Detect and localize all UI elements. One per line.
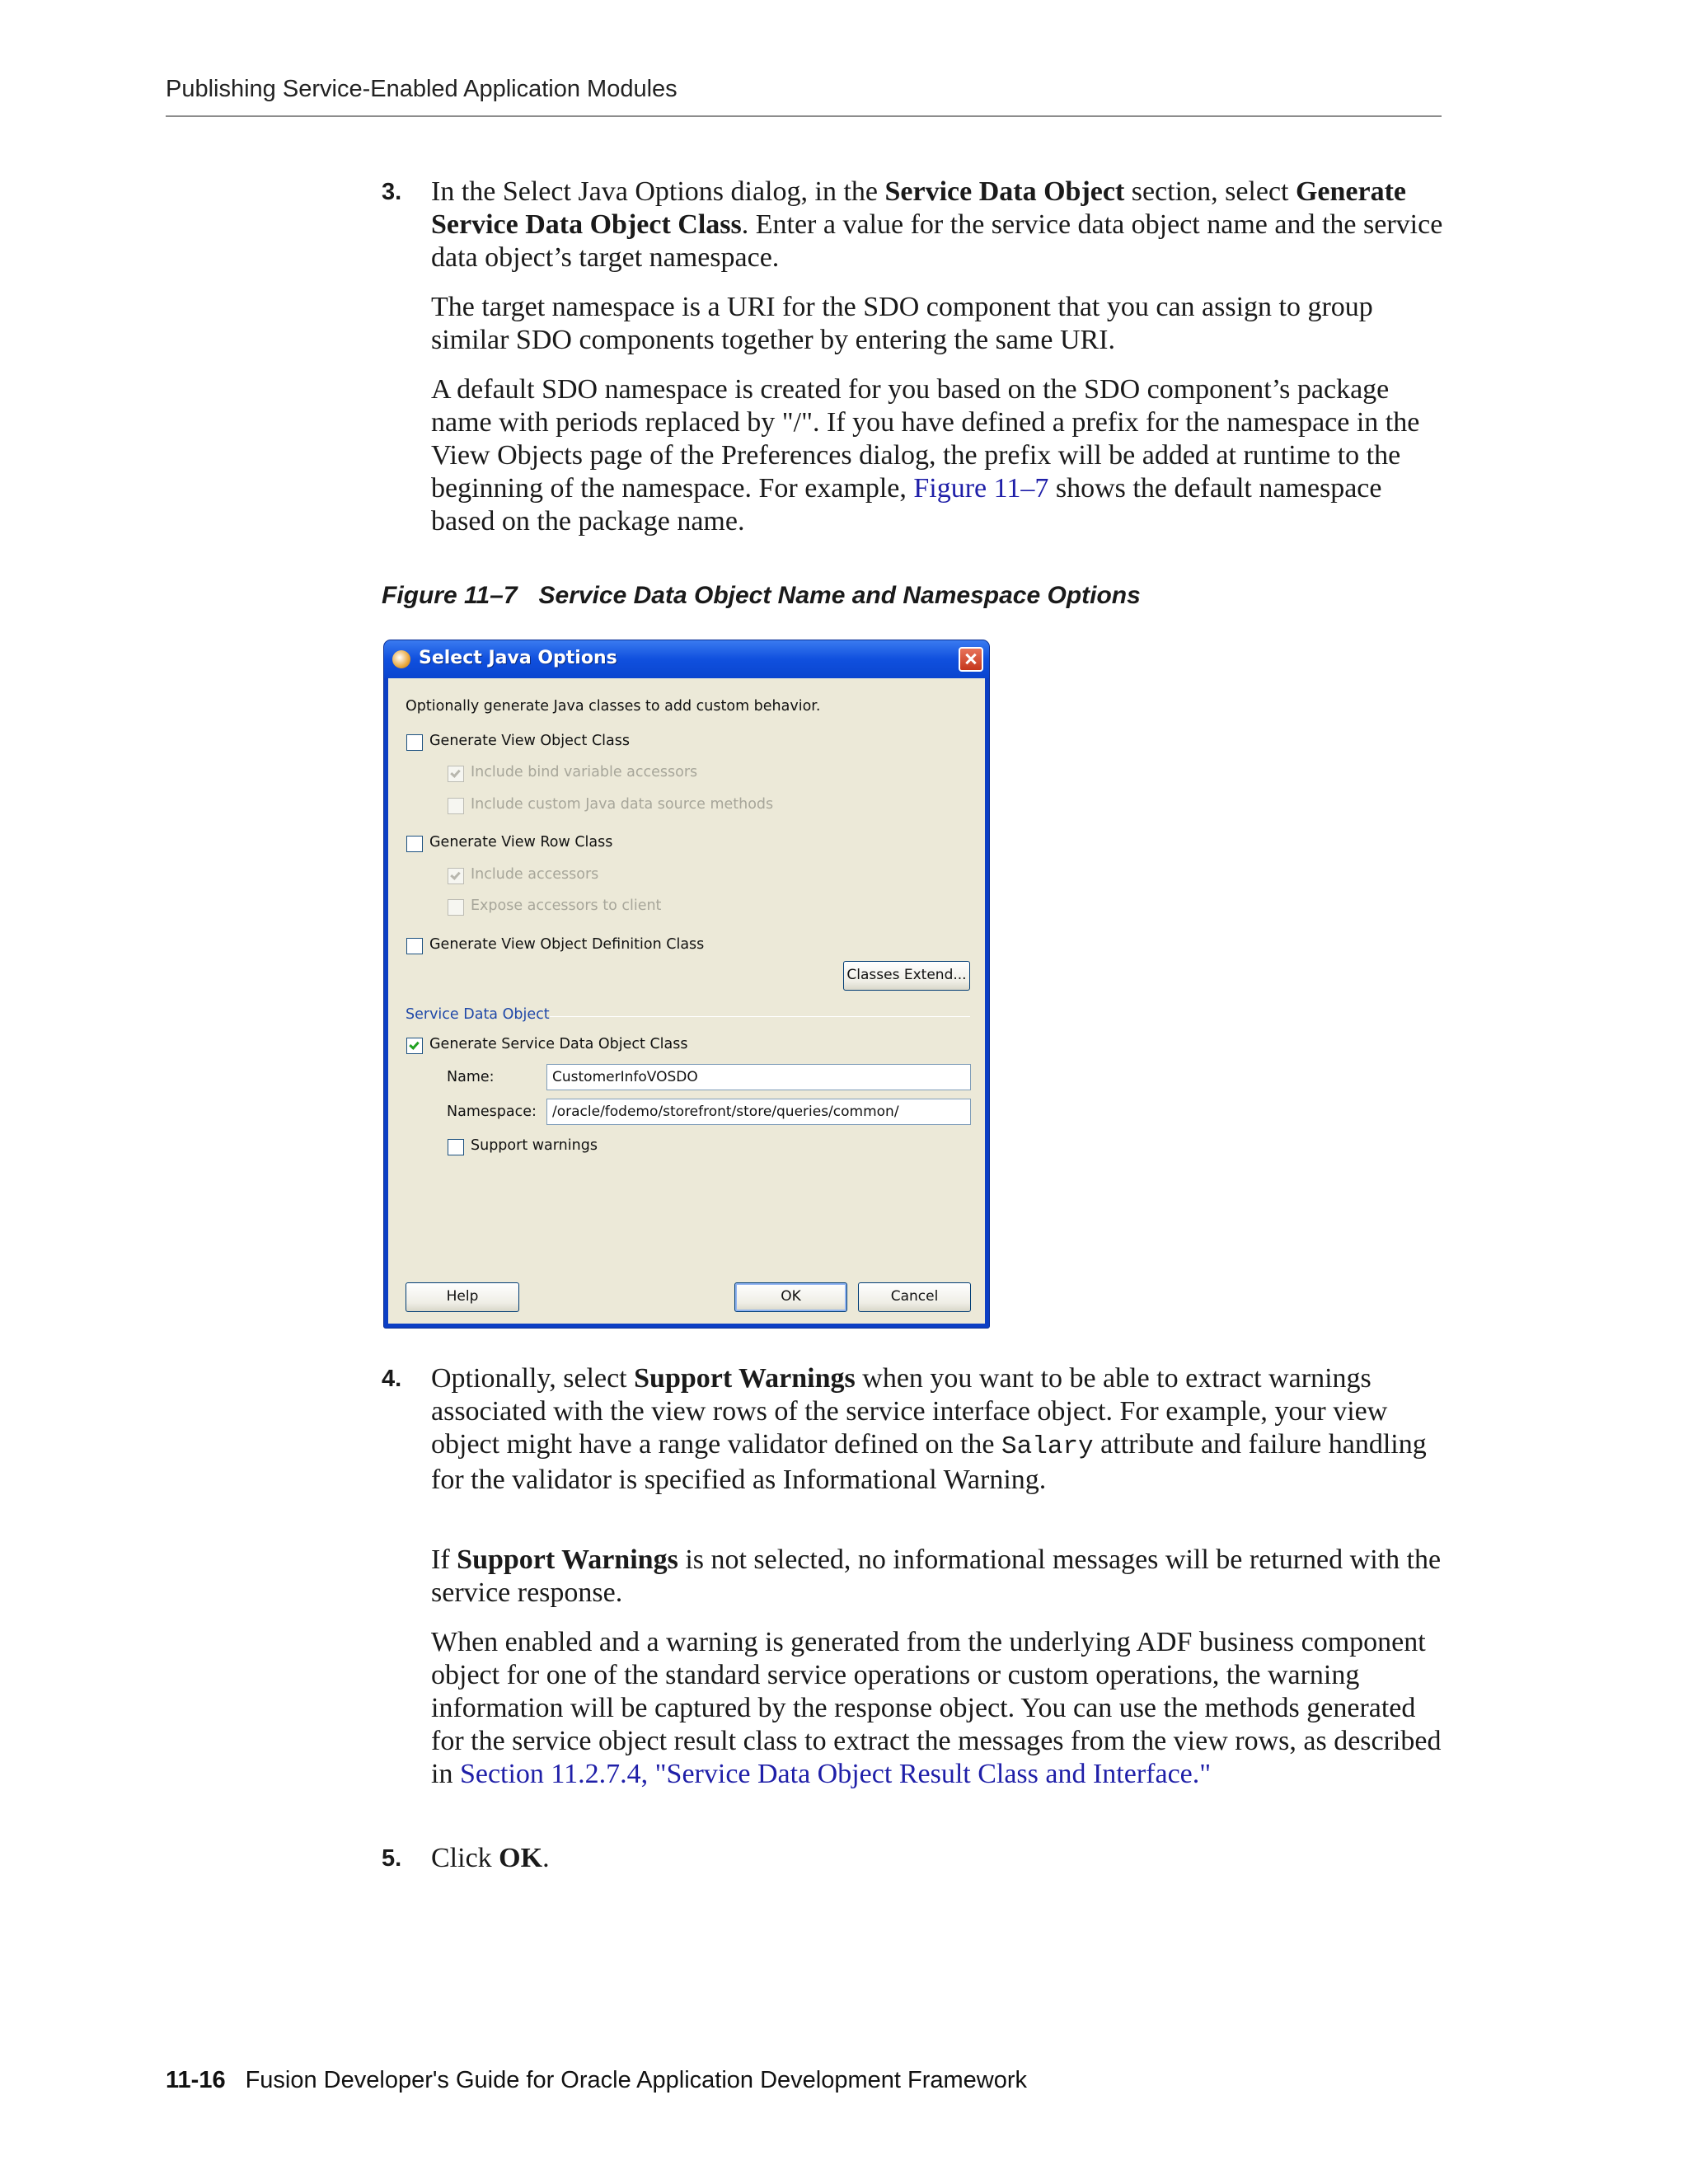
close-icon[interactable] [959, 647, 983, 672]
support-warnings-label: Support warnings [471, 1137, 598, 1154]
step-number: 5. [382, 1845, 402, 1872]
header-rule [166, 115, 1442, 117]
generate-vo-definition-class-label: Generate View Object Definition Class [429, 936, 705, 953]
section-link[interactable]: Section 11.2.7.4, "Service Data Object Result Class and Interface." [459, 1759, 1212, 1789]
figure-caption [382, 582, 1141, 610]
dialog-title: Select Java Options [419, 648, 617, 668]
java-cup-icon [392, 650, 410, 668]
dialog-client-area [388, 678, 985, 1324]
dialog-title-bar[interactable] [384, 640, 989, 678]
generate-sdo-class-checkbox[interactable] [406, 1038, 423, 1054]
ok-button[interactable]: OK [734, 1282, 847, 1312]
select-java-options-dialog [383, 640, 990, 1329]
step-3-paragraph-1: In the Select Java Options dialog, in the Service Data Object section, select Generate Service Data Object Class. Enter a value for the service data object name and the service data object’s target namespace. [431, 176, 1443, 273]
step-number: 3. [382, 179, 402, 205]
step-3-paragraph-2: The target namespace is a URI for the SDO component that you can assign to group similar SDO components together by entering the same URI. [431, 292, 1373, 355]
step-5-paragraph: Click OK. [431, 1843, 550, 1873]
name-label: Name: [447, 1069, 495, 1085]
step-4-paragraph-2: If Support Warnings is not selected, no informational messages will be returned with the service response. [431, 1544, 1442, 1608]
include-custom-java-checkbox[interactable] [448, 798, 464, 814]
check-icon [450, 869, 461, 880]
include-bind-accessors-checkbox[interactable] [448, 766, 464, 782]
expose-accessors-checkbox[interactable] [448, 899, 464, 916]
step-4-paragraph-3: When enabled and a warning is generated from the underlying ADF business component object for one of the standard service operations or custom operations, the warning information will be captured by the response object. You can use the methods generated for the service object result class to extract the messages from the view rows, as described in Section 11.2.7.4, "Service Data Object Result Class and Interface." [431, 1627, 1442, 1789]
support-warnings-checkbox[interactable] [448, 1139, 464, 1155]
code-salary: Salary [1001, 1432, 1094, 1461]
service-data-object-section-title: Service Data Object [406, 1006, 550, 1023]
book-title: Fusion Developer's Guide for Oracle Application Development Framework [245, 2067, 1028, 2093]
check-icon [450, 767, 461, 778]
generate-view-object-class-checkbox[interactable] [406, 734, 423, 751]
running-footer [166, 2067, 1027, 2094]
include-bind-accessors-label: Include bind variable accessors [471, 764, 698, 780]
namespace-label: Namespace: [447, 1104, 537, 1120]
generate-sdo-class-label: Generate Service Data Object Class [429, 1036, 688, 1052]
dialog-intro-text: Optionally generate Java classes to add custom behavior. [406, 698, 821, 715]
step-number: 4. [382, 1366, 402, 1392]
include-accessors-checkbox[interactable] [448, 868, 464, 884]
expose-accessors-label: Expose accessors to client [471, 898, 662, 914]
help-button[interactable]: Help [406, 1282, 519, 1312]
sdo-namespace-field[interactable]: /oracle/fodemo/storefront/store/queries/common/ [546, 1099, 971, 1125]
running-header: Publishing Service-Enabled Application Modules [166, 76, 678, 102]
page-number: 11-16 [166, 2067, 226, 2093]
include-accessors-label: Include accessors [471, 866, 599, 883]
generate-view-row-class-checkbox[interactable] [406, 836, 423, 852]
section-divider [550, 1016, 970, 1017]
generate-view-object-class-label: Generate View Object Class [429, 733, 630, 749]
include-custom-java-label: Include custom Java data source methods [471, 796, 774, 813]
generate-vo-definition-class-checkbox[interactable] [406, 938, 423, 954]
step-4-paragraph-1: Optionally, select Support Warnings when you want to be able to extract warnings associated with the view rows of the service interface object. For example, your view object might have a range validator defined on the Salary attribute and failure handling for the validator is specified as Informational Warning. [431, 1363, 1427, 1495]
cancel-button[interactable]: Cancel [858, 1282, 971, 1312]
check-icon [409, 1039, 420, 1050]
sdo-name-field[interactable]: CustomerInfoVOSDO [546, 1064, 971, 1090]
generate-view-row-class-label: Generate View Row Class [429, 834, 613, 851]
figure-title: Service Data Object Name and Namespace Options [538, 582, 1141, 609]
classes-extend-button[interactable]: Classes Extend... [843, 961, 970, 991]
step-3-paragraph-3: A default SDO namespace is created for you based on the SDO component’s package name with periods replaced by "/". If you have defined a prefix for the namespace in the View Objects page of the Preferences dialog, the prefix will be added at runtime to the beginning of the namespace. For example, Figure 11–7 shows the default namespace based on the package name. [431, 374, 1420, 537]
figure-link[interactable]: Figure 11–7 [913, 473, 1049, 504]
figure-label: Figure 11–7 [382, 582, 518, 609]
